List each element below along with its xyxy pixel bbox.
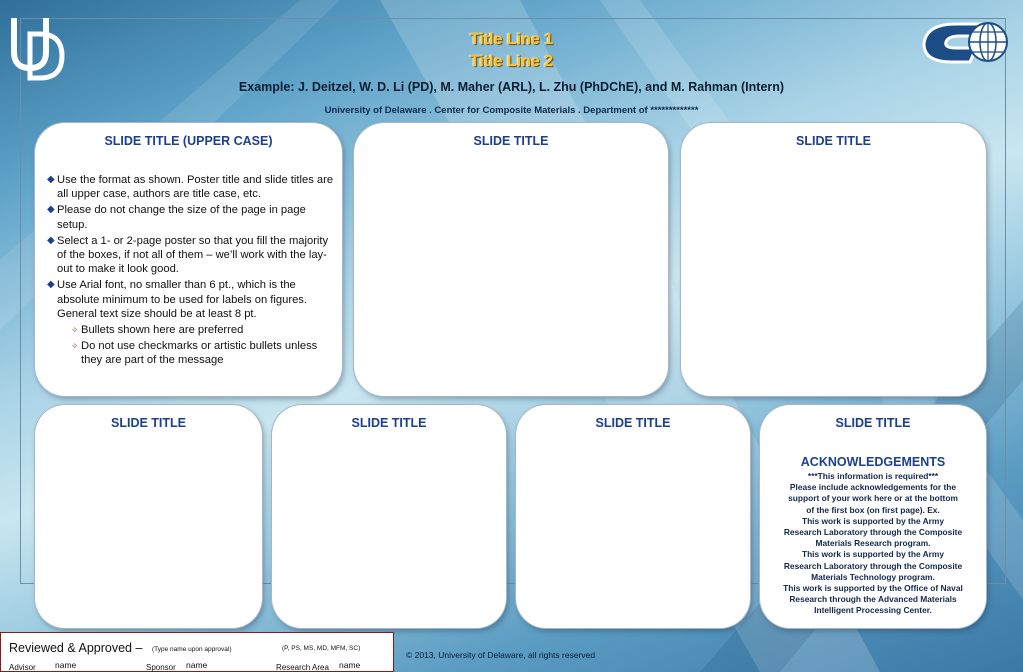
advisor-label: Advisor (9, 663, 36, 672)
review-heading: Reviewed & Approved – (9, 641, 143, 655)
review-approval-block (0, 632, 394, 672)
research-area-label: Research Area (276, 663, 329, 672)
diamond-bullet-icon: ◆ (47, 174, 55, 185)
slide-title: SLIDE TITLE (UPPER CASE) (104, 134, 273, 148)
slide-title: SLIDE TITLE (111, 416, 186, 430)
advisor-name-field[interactable]: name (55, 660, 77, 670)
copyright-notice: © 2013, University of Delaware, all rights reserved (406, 650, 596, 660)
list-item: ◆ Please do not change the size of the page in page setup. (47, 204, 306, 231)
slide-title: SLIDE TITLE (351, 416, 427, 430)
ack-line: This work is supported by the Army (801, 549, 945, 560)
review-hint: (Type name upon approval) (152, 646, 232, 653)
review-codes: (P, PS, MS, MD, MFM, SC) (282, 645, 361, 652)
slide-title: SLIDE TITLE (796, 134, 871, 148)
ack-line: Intelligent Processing Center. (814, 605, 932, 616)
slide-box-7 (760, 405, 986, 628)
ack-line: support of your work here or at the bottom (788, 493, 958, 504)
sparkle-bullet-icon: ✧ (71, 325, 79, 336)
ack-line: of the first box (on first page). Ex. (806, 504, 940, 515)
slide-box-3 (681, 123, 986, 396)
poster-title-line-1: Title Line 1 (469, 31, 554, 48)
slide-box-2 (354, 123, 668, 396)
slide-box-6 (516, 405, 750, 628)
ack-line: This work is supported by the Army (801, 515, 945, 526)
acknowledgements-heading: ACKNOWLEDGEMENTS (800, 455, 946, 469)
ack-line: Research Laboratory through the Composite (783, 527, 963, 538)
diamond-bullet-icon: ◆ (47, 204, 55, 216)
ack-line: Research Laboratory through the Composite (783, 560, 963, 571)
slide-title: SLIDE TITLE (835, 416, 911, 430)
ack-line: This work is supported by the Office of Naval (783, 583, 963, 594)
authors-line: Example: J. Deitzel, W. D. Li (PD), M. Maher (ARL), L. Zhu (PhDChE), and M. Rahman (Intern) (238, 80, 785, 94)
poster-title-line-2: Title Line 2 (469, 53, 554, 70)
diamond-bullet-icon: ◆ (47, 279, 55, 291)
ack-line: ***This information is required*** (807, 471, 939, 481)
bullet-list (47, 173, 335, 370)
slide-title: SLIDE TITLE (595, 416, 671, 430)
ack-line: Materials Research program. (815, 538, 931, 549)
sub-list-item: ✧ Bullets shown here are preferred (71, 324, 244, 337)
slide-box-4 (35, 405, 262, 628)
slide-title: SLIDE TITLE (473, 134, 549, 148)
sub-bullet-list (57, 323, 335, 368)
slide-box-5 (272, 405, 506, 628)
ack-line: Please include acknowledgements for the (789, 482, 957, 493)
sponsor-label: Sponsor (146, 663, 176, 672)
research-area-name-field[interactable]: name (339, 660, 361, 670)
list-item: ◆ Select a 1- or 2-page poster so that you fill the majority of the boxes, if not all of them – we’ll work with the lay-out to make it look good. (47, 234, 329, 276)
list-item: ◆ Use the format as shown. Poster title and slide titles are all upper case, authors are title case, etc. (47, 174, 334, 201)
list-item: ◆ Use Arial font, no smaller than 6 pt., which is the absolute minimum to be used for labels on figures. General text size should be at least 8 pt. ✧ Bullets shown here are preferred ✧ Do not use checkmarks or artistic bullets unless they are part of the message (47, 278, 335, 367)
diamond-bullet-icon: ◆ (47, 234, 55, 246)
ack-line: Materials Technology program. (811, 571, 935, 582)
acknowledgements-section (768, 455, 978, 617)
slide-box-1 (35, 123, 342, 396)
sponsor-name-field[interactable]: name (186, 660, 208, 670)
sub-list-item: ✧ Do not use checkmarks or artistic bullets unless they are part of the message (71, 340, 318, 367)
ack-line: Research through the Advanced Materials (789, 594, 957, 605)
sparkle-bullet-icon: ✧ (71, 341, 79, 352)
affiliation-line: University of Delaware . Center for Composite Materials . Department of ************* (324, 105, 699, 116)
